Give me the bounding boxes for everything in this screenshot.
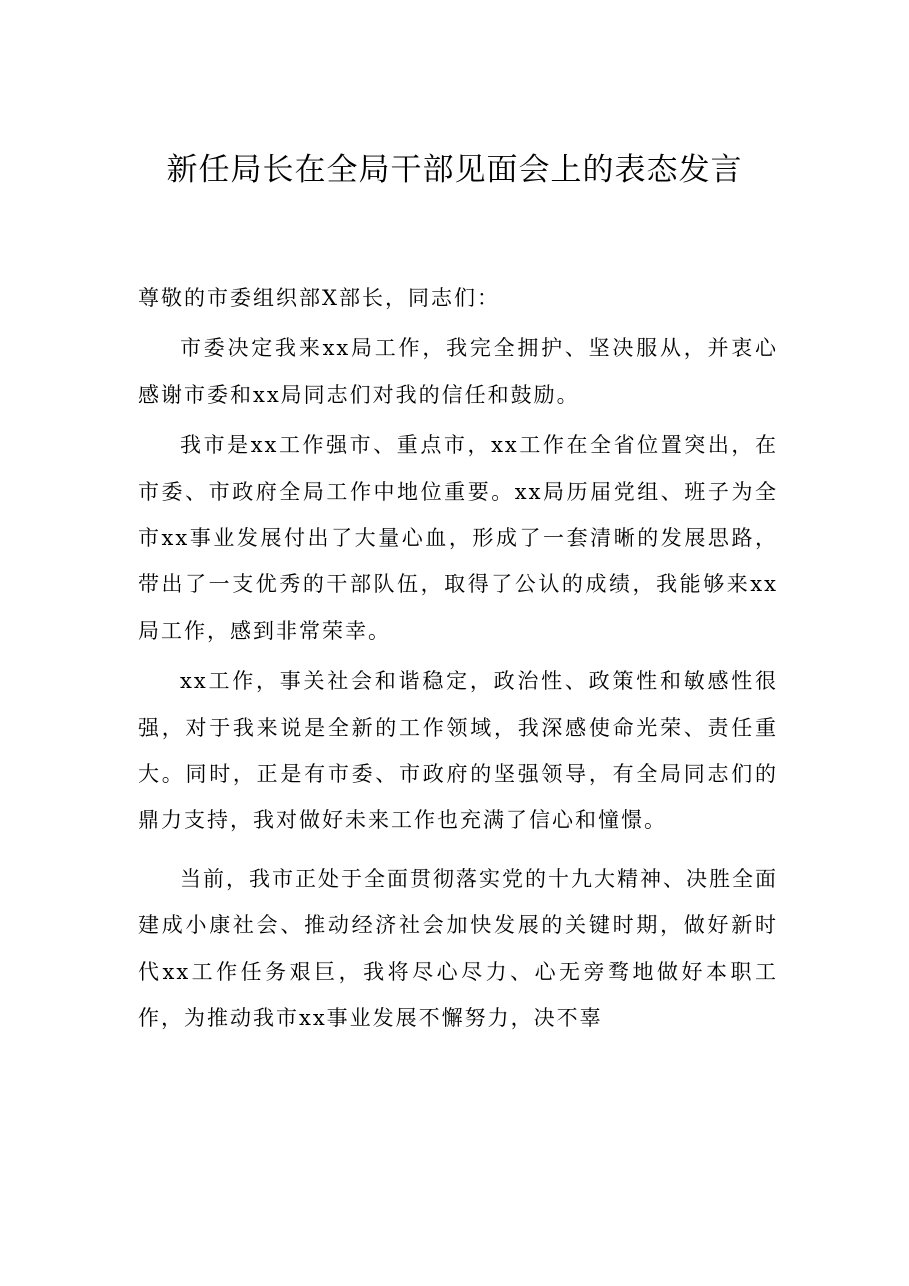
paragraph-2: 我市是xx工作强市、重点市，xx工作在全省位置突出，在市委、市政府全局工作中地位重要。xx局历届党组、班子为全市xx事业发展付出了大量心血，形成了一套清晰的发展思路，带出了一支优秀的干部队伍，取得了公认的成绩，我能够来xx局工作，感到非常荣幸。 (138, 433, 778, 643)
document-body (138, 275, 778, 1042)
paragraph-4: 当前，我市正处于全面贯彻落实党的十九大精神、决胜全面建成小康社会、推动经济社会加快发展的关键时期，做好新时代xx工作任务艰巨，我将尽心尽力、心无旁骛地做好本职工作，为推动我市xx事业发展不懈努力，决不辜 (138, 866, 778, 1031)
document-title: 新任局长在全局干部见面会上的表态发言 (166, 152, 743, 188)
paragraph-3: xx工作，事关社会和谐稳定，政治性、政策性和敏感性很强，对于我来说是全新的工作领域，我深感使命光荣、责任重大。同时，正是有市委、市政府的坚强领导，有全局同志们的鼎力支持，我对做好未来工作也充满了信心和憧憬。 (138, 669, 778, 833)
salutation: 尊敬的市委组织部X部长，同志们： (138, 286, 500, 310)
paragraph-1: 市委决定我来xx局工作，我完全拥护、坚决服从，并衷心感谢市委和xx局同志们对我的信任和鼓励。 (138, 336, 778, 407)
